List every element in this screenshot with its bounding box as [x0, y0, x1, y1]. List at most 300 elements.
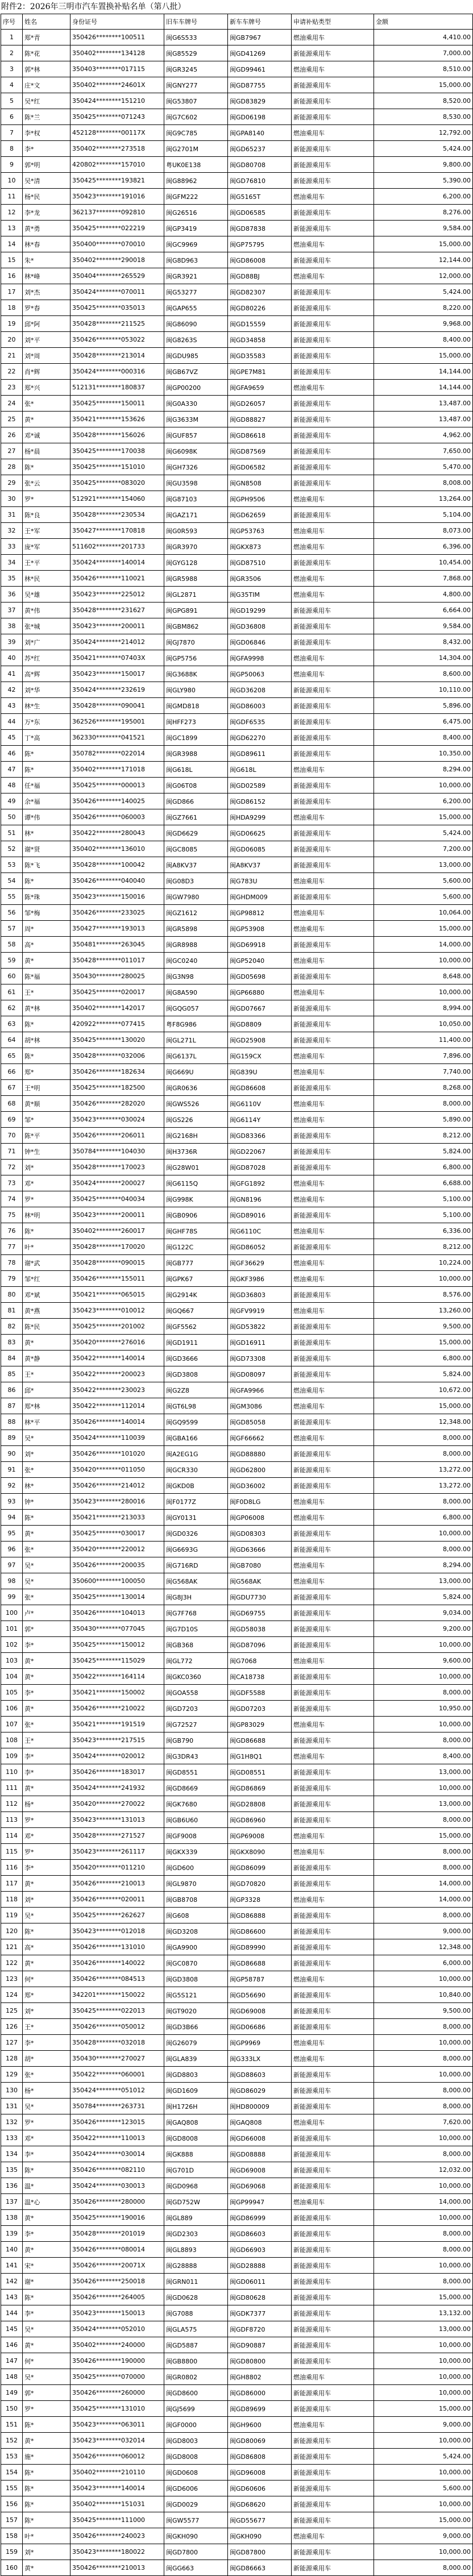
cell-row-number: 111: [1, 1780, 23, 1796]
cell-old-plate: 闽GMD818: [164, 698, 228, 714]
cell-old-plate: 闽GB0906: [164, 1207, 228, 1223]
cell-id-number: 350426********140022: [70, 1955, 164, 1971]
cell-new-plate: 闽GFA9966: [228, 1382, 292, 1398]
cell-applicant-name: 谢*武: [23, 1255, 70, 1271]
table-row: [1, 634, 473, 650]
cell-old-plate: 闽G53807: [164, 93, 228, 109]
cell-id-number: 350426********250018: [70, 2274, 164, 2290]
cell-row-number: 96: [1, 1542, 23, 1557]
cell-old-plate: 闽HFF273: [164, 714, 228, 730]
cell-new-plate: 闽GDF5588: [228, 1685, 292, 1701]
cell-applicant-name: 陈*民: [23, 1319, 70, 1335]
cell-subsidy-type: 新能源乘用车: [292, 1955, 374, 1971]
table-row: [1, 587, 473, 603]
cell-row-number: 134: [1, 2146, 23, 2162]
cell-amount: 15,000.00: [374, 2512, 473, 2528]
cell-subsidy-type: 新能源乘用车: [292, 2067, 374, 2083]
table-row: [1, 2401, 473, 2417]
table-row: [1, 1398, 473, 1414]
cell-amount: 14,304.00: [374, 650, 473, 666]
cell-applicant-name: 张*: [23, 1462, 70, 1478]
cell-amount: 8,000.00: [374, 1812, 473, 1828]
cell-new-plate: 闽F0D8LG: [228, 1494, 292, 1510]
cell-subsidy-type: 新能源乘用车: [292, 1351, 374, 1366]
cell-amount: 9,000.00: [374, 2528, 473, 2544]
table-row: [1, 61, 473, 77]
cell-id-number: 512921********154060: [70, 491, 164, 507]
cell-new-plate: 闽GD83829: [228, 93, 292, 109]
table-row: [1, 1000, 473, 1016]
cell-subsidy-type: 新能源乘用车: [292, 2321, 374, 2337]
cell-subsidy-type: 新能源乘用车: [292, 1462, 374, 1478]
cell-amount: 8,212.00: [374, 1239, 473, 1255]
cell-amount: 8,530.00: [374, 109, 473, 125]
table-row: [1, 1494, 473, 1510]
cell-subsidy-type: 新能源乘用车: [292, 2099, 374, 2114]
table-row: [1, 332, 473, 348]
cell-subsidy-type: 新能源乘用车: [292, 1414, 374, 1430]
cell-new-plate: 闽GD86869: [228, 1780, 292, 1796]
cell-old-plate: 闽GR8988: [164, 937, 228, 953]
cell-new-plate: 闽G783U: [228, 873, 292, 889]
cell-row-number: 68: [1, 1096, 23, 1112]
table-row: [1, 984, 473, 1000]
cell-amount: 4,962.00: [374, 427, 473, 443]
cell-amount: 5,424.00: [374, 284, 473, 300]
cell-id-number: 350402********290018: [70, 252, 164, 268]
cell-new-plate: 闽HDA9299: [228, 809, 292, 825]
cell-subsidy-type: 燃油乘用车: [292, 921, 374, 937]
cell-id-number: 350425********022219: [70, 221, 164, 236]
cell-old-plate: 闽GD866: [164, 793, 228, 809]
cell-new-plate: 闽GD63666: [228, 1542, 292, 1557]
cell-subsidy-type: 新能源乘用车: [292, 1000, 374, 1016]
cell-row-number: 67: [1, 1080, 23, 1096]
table-row: [1, 762, 473, 778]
cell-applicant-name: 庄*文: [23, 77, 70, 93]
cell-amount: 5,600.00: [374, 889, 473, 905]
cell-old-plate: 粤F8G986: [164, 1016, 228, 1032]
cell-amount: 14,144.00: [374, 364, 473, 380]
cell-new-plate: 闽GD02589: [228, 778, 292, 793]
cell-new-plate: 闽GD65237: [228, 141, 292, 157]
cell-applicant-name: 林*生: [23, 698, 70, 714]
cell-applicant-name: 陈*: [23, 1923, 70, 1939]
cell-row-number: 14: [1, 236, 23, 252]
cell-subsidy-type: 燃油乘用车: [292, 189, 374, 205]
cell-row-number: 66: [1, 1064, 23, 1080]
cell-old-plate: 闽G3DR43: [164, 1748, 228, 1764]
cell-applicant-name: 卢*: [23, 1605, 70, 1621]
cell-new-plate: 闽GD36208: [228, 682, 292, 698]
cell-row-number: 39: [1, 634, 23, 650]
cell-old-plate: 闽G7C602: [164, 109, 228, 125]
cell-amount: 8,000.00: [374, 2083, 473, 2099]
cell-amount: 8,520.00: [374, 93, 473, 109]
cell-row-number: 113: [1, 1812, 23, 1828]
cell-new-plate: 闽GH9600: [228, 2417, 292, 2433]
cell-subsidy-type: 新能源乘用车: [292, 316, 374, 332]
cell-row-number: 160: [1, 2560, 23, 2576]
cell-row-number: 54: [1, 873, 23, 889]
cell-applicant-name: 王*军: [23, 523, 70, 539]
cell-id-number: 350421********153626: [70, 412, 164, 427]
cell-new-plate: 闽G6114Y: [228, 1112, 292, 1128]
cell-old-plate: 闽G9C785: [164, 125, 228, 141]
table-row: [1, 2433, 473, 2449]
cell-row-number: 110: [1, 1764, 23, 1780]
cell-row-number: 25: [1, 412, 23, 427]
cell-id-number: 350423********200011: [70, 618, 164, 634]
cell-new-plate: 闽GD88BJ: [228, 268, 292, 284]
cell-amount: 4,410.00: [374, 30, 473, 45]
cell-amount: 5,600.00: [374, 2481, 473, 2496]
cell-subsidy-type: 燃油乘用车: [292, 1892, 374, 1908]
cell-id-number: 350426********240023: [70, 2528, 164, 2544]
cell-applicant-name: 余*福: [23, 793, 70, 809]
cell-amount: 12,000.00: [374, 268, 473, 284]
cell-amount: 15,000.00: [374, 2290, 473, 2305]
cell-old-plate: 闽GR0802: [164, 2369, 228, 2385]
cell-applicant-name: 高*: [23, 937, 70, 953]
cell-old-plate: 闽GW7980: [164, 889, 228, 905]
cell-subsidy-type: 燃油乘用车: [292, 1303, 374, 1319]
cell-old-plate: 闽GOA558: [164, 1685, 228, 1701]
cell-old-plate: 闽G3633M: [164, 412, 228, 427]
cell-applicant-name: 邹*红: [23, 1271, 70, 1287]
cell-id-number: 350420********220012: [70, 1542, 164, 1557]
cell-subsidy-type: 燃油乘用车: [292, 380, 374, 396]
cell-new-plate: 闽GD41269: [228, 45, 292, 61]
cell-old-plate: 闽GL271L: [164, 1032, 228, 1048]
cell-amount: 5,424.00: [374, 141, 473, 157]
cell-id-number: 350428********271527: [70, 1828, 164, 1844]
cell-id-number: 350428********011017: [70, 953, 164, 969]
cell-amount: 15,000.00: [374, 1398, 473, 1414]
cell-amount: 14,000.00: [374, 1892, 473, 1908]
table-row: [1, 1335, 473, 1351]
cell-subsidy-type: 燃油乘用车: [292, 1748, 374, 1764]
cell-id-number: 350422********164114: [70, 1669, 164, 1685]
cell-subsidy-type: 新能源乘用车: [292, 2083, 374, 2099]
cell-old-plate: 闽GBA166: [164, 1430, 228, 1446]
cell-amount: 5,390.00: [374, 173, 473, 189]
table-row: [1, 1287, 473, 1303]
table-row: [1, 1923, 473, 1939]
cell-id-number: 350402********240000: [70, 2337, 164, 2353]
cell-old-plate: 闽GD8600: [164, 2385, 228, 2401]
table-row: [1, 539, 473, 555]
cell-subsidy-type: 燃油乘用车: [292, 1573, 374, 1589]
cell-amount: 13,000.00: [374, 857, 473, 873]
cell-new-plate: 闽GDF8720: [228, 2321, 292, 2337]
header-cell: 新车车牌号: [228, 14, 292, 30]
cell-row-number: 55: [1, 889, 23, 905]
cell-row-number: 112: [1, 1796, 23, 1812]
cell-applicant-name: 罗*: [23, 2114, 70, 2130]
cell-row-number: 2: [1, 45, 23, 61]
cell-amount: 10,000.00: [374, 2465, 473, 2481]
cell-amount: 13,132.00: [374, 2305, 473, 2321]
cell-applicant-name: 温*心: [23, 2194, 70, 2210]
cell-id-number: 350426********140014: [70, 1414, 164, 1430]
cell-old-plate: 闽GT9020: [164, 2003, 228, 2019]
cell-old-plate: 闽GKC0360: [164, 1669, 228, 1685]
table-row: [1, 2083, 473, 2099]
cell-amount: 10,000.00: [374, 2496, 473, 2512]
table-row: [1, 523, 473, 539]
table-row: [1, 1764, 473, 1780]
cell-applicant-name: 刘*广: [23, 634, 70, 650]
cell-new-plate: 闽GP75795: [228, 236, 292, 252]
cell-subsidy-type: 新能源乘用车: [292, 284, 374, 300]
cell-applicant-name: 高*辉: [23, 666, 70, 682]
table-row: [1, 1860, 473, 1876]
cell-applicant-name: 张*: [23, 396, 70, 412]
cell-row-number: 137: [1, 2194, 23, 2210]
cell-old-plate: 闽GB8800: [164, 2353, 228, 2369]
table-row: [1, 1191, 473, 1207]
cell-subsidy-type: 燃油乘用车: [292, 762, 374, 778]
cell-old-plate: 闽GUF857: [164, 427, 228, 443]
cell-id-number: 512131********180837: [70, 380, 164, 396]
cell-row-number: 27: [1, 443, 23, 459]
cell-new-plate: 闽GD88827: [228, 412, 292, 427]
cell-amount: 6,475.00: [374, 714, 473, 730]
cell-row-number: 157: [1, 2512, 23, 2528]
cell-new-plate: 闽GD80069: [228, 2433, 292, 2449]
table-row: [1, 252, 473, 268]
cell-old-plate: 闽G2168H: [164, 1128, 228, 1144]
cell-row-number: 89: [1, 1430, 23, 1446]
cell-old-plate: 闽G7D10S: [164, 1621, 228, 1637]
cell-amount: 8,000.00: [374, 1096, 473, 1112]
cell-row-number: 23: [1, 380, 23, 396]
cell-subsidy-type: 新能源乘用车: [292, 1796, 374, 1812]
cell-row-number: 155: [1, 2481, 23, 2496]
cell-old-plate: 闽GLA839: [164, 2051, 228, 2067]
cell-subsidy-type: 燃油乘用车: [292, 2114, 374, 2130]
table-row: [1, 109, 473, 125]
cell-old-plate: 闽GKX339: [164, 1844, 228, 1860]
cell-subsidy-type: 新能源乘用车: [292, 93, 374, 109]
cell-amount: 14,000.00: [374, 937, 473, 953]
cell-old-plate: 闽G608: [164, 1908, 228, 1923]
cell-old-plate: 闽H3736R: [164, 1144, 228, 1160]
cell-new-plate: 闽GD87510: [228, 555, 292, 571]
cell-new-plate: 闽GD25908: [228, 1032, 292, 1048]
table-row: [1, 1510, 473, 1526]
table-row: [1, 1621, 473, 1637]
cell-subsidy-type: 新能源乘用车: [292, 1908, 374, 1923]
cell-subsidy-type: 新能源乘用车: [292, 459, 374, 475]
cell-id-number: 350400********070010: [70, 236, 164, 252]
cell-subsidy-type: 燃油乘用车: [292, 984, 374, 1000]
cell-subsidy-type: 新能源乘用车: [292, 2146, 374, 2162]
cell-old-plate: 闽G0R593: [164, 523, 228, 539]
cell-id-number: 350421********213033: [70, 1510, 164, 1526]
cell-applicant-name: 陈*: [23, 1016, 70, 1032]
cell-subsidy-type: 新能源乘用车: [292, 793, 374, 809]
table-row: [1, 1685, 473, 1701]
cell-id-number: 350428********213014: [70, 348, 164, 364]
cell-row-number: 59: [1, 953, 23, 969]
cell-row-number: 150: [1, 2401, 23, 2417]
cell-id-number: 350425********193821: [70, 173, 164, 189]
cell-applicant-name: 黄*: [23, 1701, 70, 1717]
cell-applicant-name: 李*: [23, 2305, 70, 2321]
cell-row-number: 87: [1, 1398, 23, 1414]
cell-applicant-name: 林*民: [23, 571, 70, 587]
cell-old-plate: 闽GD0326: [164, 1526, 228, 1542]
cell-old-plate: 闽G86090: [164, 316, 228, 332]
cell-subsidy-type: 燃油乘用车: [292, 1717, 374, 1732]
cell-new-plate: 闽GD89699: [228, 2401, 292, 2417]
cell-applicant-name: 杨*: [23, 1796, 70, 1812]
table-row: [1, 1319, 473, 1335]
cell-row-number: 81: [1, 1303, 23, 1319]
table-row: [1, 953, 473, 969]
cell-subsidy-type: 新能源乘用车: [292, 1764, 374, 1780]
cell-subsidy-type: 新能源乘用车: [292, 2465, 374, 2481]
cell-subsidy-type: 新能源乘用车: [292, 427, 374, 443]
cell-subsidy-type: 新能源乘用车: [292, 2544, 374, 2560]
cell-id-number: 350424********232619: [70, 682, 164, 698]
cell-subsidy-type: 新能源乘用车: [292, 1701, 374, 1717]
cell-old-plate: 闽H1726H: [164, 2099, 228, 2114]
cell-id-number: 350428********100042: [70, 857, 164, 873]
cell-subsidy-type: 新能源乘用车: [292, 364, 374, 380]
table-row: [1, 1351, 473, 1366]
cell-id-number: 350402********171018: [70, 762, 164, 778]
cell-applicant-name: 张*: [23, 1589, 70, 1605]
cell-applicant-name: 邱*阿: [23, 316, 70, 332]
cell-old-plate: 闽GK888: [164, 2146, 228, 2162]
cell-amount: 10,840.00: [374, 1987, 473, 2003]
cell-amount: 8,576.00: [374, 1287, 473, 1303]
table-row: [1, 921, 473, 937]
cell-id-number: 350427********170818: [70, 523, 164, 539]
table-row: [1, 2178, 473, 2194]
cell-applicant-name: 黄*: [23, 1653, 70, 1669]
cell-subsidy-type: 新能源乘用车: [292, 969, 374, 984]
cell-applicant-name: 苏*红: [23, 650, 70, 666]
cell-row-number: 5: [1, 93, 23, 109]
cell-id-number: 350427********193013: [70, 921, 164, 937]
cell-id-number: 350424********140014: [70, 555, 164, 571]
cell-new-plate: 闽G159CX: [228, 1048, 292, 1064]
cell-old-plate: 闽GR3245: [164, 61, 228, 77]
cell-new-plate: 闽G6110C: [228, 1223, 292, 1239]
cell-old-plate: 闽GL8893: [164, 2242, 228, 2258]
cell-old-plate: 闽G53277: [164, 284, 228, 300]
cell-old-plate: 闽GB67VZ: [164, 364, 228, 380]
table-row: [1, 905, 473, 921]
cell-subsidy-type: 新能源乘用车: [292, 2560, 374, 2576]
cell-subsidy-type: 燃油乘用车: [292, 1191, 374, 1207]
cell-new-plate: 闽GD55677: [228, 2512, 292, 2528]
cell-new-plate: 闽GH8802: [228, 2369, 292, 2385]
cell-old-plate: 闽GK7680: [164, 1796, 228, 1812]
cell-row-number: 143: [1, 2290, 23, 2305]
table-row: [1, 2019, 473, 2035]
cell-applicant-name: 谭*伟: [23, 809, 70, 825]
cell-subsidy-type: 新能源乘用车: [292, 221, 374, 236]
cell-id-number: 350426********260000: [70, 2385, 164, 2401]
cell-row-number: 104: [1, 1669, 23, 1685]
cell-new-plate: 闽GD99461: [228, 61, 292, 77]
cell-subsidy-type: 新能源乘用车: [292, 1923, 374, 1939]
cell-new-plate: 闽GD62659: [228, 507, 292, 523]
cell-row-number: 74: [1, 1191, 23, 1207]
cell-amount: 10,000.00: [374, 1637, 473, 1653]
cell-subsidy-type: 新能源乘用车: [292, 2353, 374, 2369]
cell-new-plate: 闽GFA9998: [228, 650, 292, 666]
table-row: [1, 618, 473, 634]
cell-subsidy-type: 新能源乘用车: [292, 634, 374, 650]
table-row: [1, 730, 473, 746]
cell-row-number: 109: [1, 1748, 23, 1764]
table-row: [1, 2544, 473, 2560]
cell-old-plate: 闽G8D963: [164, 252, 228, 268]
cell-id-number: 350426********104013: [70, 1605, 164, 1621]
cell-old-plate: 闽G618L: [164, 762, 228, 778]
cell-row-number: 78: [1, 1255, 23, 1271]
cell-id-number: 350402********151031: [70, 2496, 164, 2512]
cell-row-number: 95: [1, 1526, 23, 1542]
table-row: [1, 1526, 473, 1542]
cell-applicant-name: 黄*顺: [23, 1096, 70, 1112]
cell-old-plate: 闽G2914K: [164, 1287, 228, 1303]
cell-id-number: 350426********206011: [70, 1128, 164, 1144]
cell-id-number: 350425********190016: [70, 2210, 164, 2226]
cell-applicant-name: 罗*: [23, 1191, 70, 1207]
cell-subsidy-type: 燃油乘用车: [292, 809, 374, 825]
cell-old-plate: 闽G568AK: [164, 1573, 228, 1589]
cell-id-number: 350428********032006: [70, 1048, 164, 1064]
cell-applicant-name: 邹*梅: [23, 905, 70, 921]
cell-new-plate: 闽GD05698: [228, 969, 292, 984]
cell-amount: 8,000.00: [374, 2226, 473, 2242]
cell-row-number: 56: [1, 905, 23, 921]
cell-amount: 5,600.00: [374, 873, 473, 889]
cell-amount: 10,000.00: [374, 984, 473, 1000]
cell-new-plate: 闽GP98812: [228, 905, 292, 921]
cell-subsidy-type: 燃油乘用车: [292, 2051, 374, 2067]
cell-id-number: 350430********280025: [70, 969, 164, 984]
cell-amount: 12,032.00: [374, 2162, 473, 2178]
cell-subsidy-type: 新能源乘用车: [292, 1160, 374, 1175]
cell-applicant-name: 谢*贤: [23, 841, 70, 857]
table-row: [1, 1748, 473, 1764]
cell-amount: 12,144.00: [374, 252, 473, 268]
cell-subsidy-type: 燃油乘用车: [292, 539, 374, 555]
cell-subsidy-type: 新能源乘用车: [292, 825, 374, 841]
cell-amount: 11,400.00: [374, 1032, 473, 1048]
cell-id-number: 350425********111000: [70, 2512, 164, 2528]
cell-row-number: 149: [1, 2385, 23, 2401]
cell-new-plate: 闽A8KV37: [228, 857, 292, 873]
cell-row-number: 151: [1, 2417, 23, 2433]
cell-row-number: 83: [1, 1335, 23, 1351]
cell-row-number: 119: [1, 1908, 23, 1923]
cell-subsidy-type: 燃油乘用车: [292, 236, 374, 252]
cell-row-number: 127: [1, 2035, 23, 2051]
table-row: [1, 1112, 473, 1128]
cell-old-plate: 闽GH7326: [164, 459, 228, 475]
cell-new-plate: 闽GDK7377: [228, 2305, 292, 2321]
cell-id-number: 350600********100050: [70, 1573, 164, 1589]
